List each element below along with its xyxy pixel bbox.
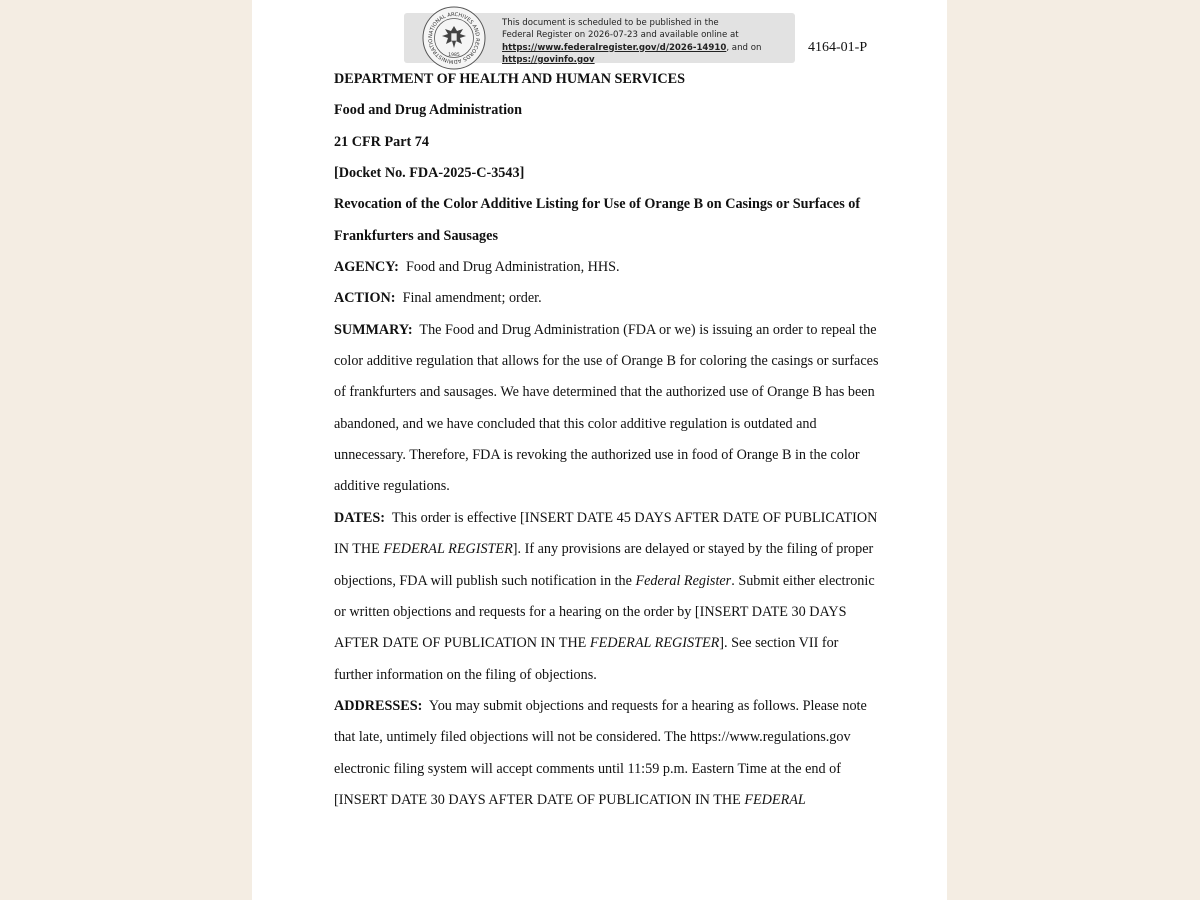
seal-text: NATIONAL ARCHIVES AND RECORDS ADMINISTRATIO [427,11,481,65]
dates-label: DATES: [334,509,385,526]
dates-line-1 [334,503,878,534]
action-text: Final amendment; order. [402,290,542,307]
cfr-heading: 21 CFR Part 74 [334,133,429,150]
summary-line-3: of frankfurters and sausages. We have determined that the authorized use of Orange B has been [334,384,875,401]
notice-line-1: This document is scheduled to be published in the [502,18,719,28]
notice-line-3-tail: , and on [726,42,762,53]
document-title-line-1: Revocation of the Color Additive Listing for Use of Orange B on Casings or Surfaces of [334,196,861,213]
dates-text-3c: . Submit either electronic [731,572,875,589]
department-heading: DEPARTMENT OF HEALTH AND HUMAN SERVICES [334,71,685,87]
dates-text-2a: IN THE [334,541,384,558]
notice-line-2: Federal Register on 2026-07-23 and available online at [502,30,739,41]
agency-row [334,252,874,283]
seal-year: 1985 [448,53,460,58]
addresses-label: ADDRESSES: [334,697,423,714]
national-archives-seal-icon [422,6,486,70]
dates-text-3b: Federal Register [635,572,732,589]
dates-line-3 [334,566,874,597]
summary-line-2: color additive regulation that allows for the use of Orange B for coloring the casings or surfaces [334,353,879,370]
summary-line-5: unnecessary. Therefore, FDA is revoking the authorized use in food of Orange B in the color [334,447,860,464]
addresses-line-1 [334,691,874,722]
dates-text-5c: ]. See section VII for [719,635,839,652]
dates-line-6: further information on the filing of objections. [334,666,597,683]
dates-text-2c: ]. If any provisions are delayed or stayed by the filing of proper [512,541,874,558]
action-label: ACTION: [334,290,396,307]
publication-notice-text [502,17,792,66]
agency-label: AGENCY: [334,259,399,276]
document-code: 4164-01-P [808,40,868,55]
dates-text-2b: FEDERAL REGISTER [383,541,513,558]
govinfo-link[interactable]: https://govinfo.gov [502,54,595,65]
publication-notice-banner [404,13,795,63]
summary-label: SUMMARY: [334,321,413,338]
dates-line-4: or written objections and requests for a hearing on the order by [INSERT DATE 30 DAYS [334,603,847,620]
summary-line-6: additive regulations. [334,478,450,495]
addresses-line-3: electronic filing system will accept comments until 11:59 p.m. Eastern Time at the end of [334,760,841,777]
document-title-line-2: Frankfurters and Sausages [334,227,498,244]
summary-line-1 [334,315,877,346]
federal-register-link[interactable]: https://www.federalregister.gov/d/2026-14910 [502,42,727,53]
addresses-text-1: You may submit objections and requests for a hearing as follows. Please note [428,697,867,714]
document-body [334,64,879,816]
agency-text: Food and Drug Administration, HHS. [406,259,620,276]
dates-text-3a: objections, FDA will publish such notification in the [334,572,636,589]
dates-text-1: This order is effective [INSERT DATE 45 DAYS AFTER DATE OF PUBLICATION [391,509,878,526]
agency-heading: Food and Drug Administration [334,102,523,119]
dates-text-5b: FEDERAL REGISTER [589,635,720,652]
addresses-line-2: that late, untimely filed objections will not be considered. The https://www.regulations.gov [334,729,851,746]
action-row [334,283,874,314]
summary-line-4: abandoned, and we have concluded that this color additive regulation is outdated and [334,415,817,432]
document-page [252,0,947,900]
addresses-line-4 [334,785,874,816]
notice-line-3 [502,42,792,54]
dates-line-2 [334,534,874,565]
dates-line-5 [334,628,874,659]
dates-text-5a: AFTER DATE OF PUBLICATION IN THE [334,635,590,652]
addresses-text-4b: FEDERAL [744,791,806,808]
addresses-text-4a: [INSERT DATE 30 DAYS AFTER DATE OF PUBLICATION IN THE [334,791,745,808]
docket-number: [Docket No. FDA-2025-C-3543] [334,165,525,182]
summary-text-1: The Food and Drug Administration (FDA or we) is issuing an order to repeal the [419,321,877,338]
